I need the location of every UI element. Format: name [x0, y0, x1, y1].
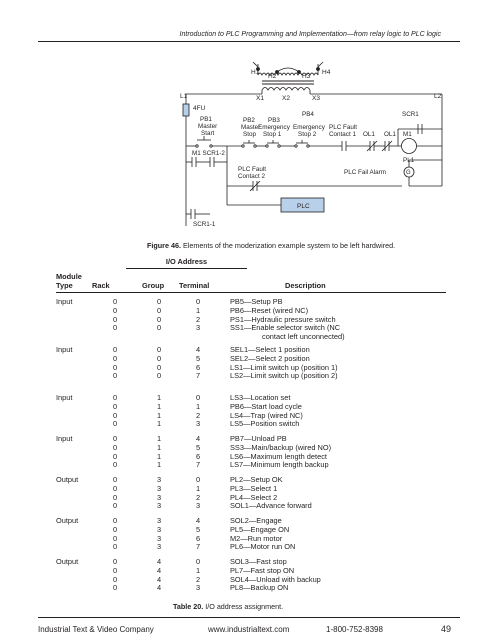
group-cell: 4: [157, 583, 162, 593]
description-cell: PL7—Fast stop ON: [230, 565, 295, 575]
group-cell: 1: [157, 401, 162, 411]
terminal-cell: 6: [196, 451, 201, 461]
label-scr1-1: SCR1-1: [193, 221, 216, 228]
rack-cell: 0: [113, 362, 118, 372]
label-seal-in: M1 SCR1-2: [192, 150, 225, 157]
rack-cell: 0: [113, 323, 118, 333]
description-cell: SEL1—Select 1 position: [230, 345, 310, 354]
group-cell: 3: [157, 516, 162, 525]
rack-cell: 0: [113, 565, 118, 575]
group-cell: 4: [157, 574, 162, 584]
terminal-cell: 3: [196, 501, 201, 511]
rack-cell: 0: [113, 475, 118, 484]
description-cell: SS3—Main/backup (wired NO): [230, 442, 332, 452]
group-cell: 1: [157, 451, 162, 461]
label-plc-fault2-1: PLC Fault: [238, 166, 266, 173]
label-scr1: SCR1: [402, 111, 419, 118]
label-plc-box: PLC: [297, 203, 310, 210]
label-plc-fail-alarm: PLC Fail Alarm: [344, 169, 386, 176]
rack-cell: 0: [113, 305, 118, 315]
terminal-cell: 7: [196, 371, 201, 381]
label-plc-fault-1: PLC Fault: [329, 124, 357, 131]
rack-cell: 0: [113, 345, 118, 354]
terminal-cell: 7: [196, 460, 201, 470]
module-type: Output: [56, 475, 79, 484]
label-plc-fault2-2: Contact 2: [238, 173, 265, 180]
terminal-cell: 1: [196, 401, 201, 411]
figure-caption: [147, 241, 395, 250]
label-h3: H3: [302, 73, 311, 80]
module-type: Output: [56, 516, 79, 525]
rack-cell: 0: [113, 314, 118, 324]
rack-cell: 0: [113, 419, 118, 429]
label-pb1-1: PB1: [200, 116, 212, 123]
transformer-secondary: [262, 88, 310, 91]
module-type: Output: [56, 557, 79, 566]
description-cell: SEL2—Select 2 position: [230, 353, 310, 363]
terminal-cell: 5: [196, 353, 201, 363]
label-plc-fault-2: Contact 1: [329, 131, 356, 138]
description-cell: SOL2—Engage: [230, 516, 282, 525]
group-cell: 0: [157, 297, 162, 306]
terminal-cell: 0: [196, 557, 201, 566]
label-ol1-b: OL1: [384, 131, 396, 138]
terminal-cell: 2: [196, 314, 201, 324]
label-x3: X3: [312, 95, 320, 102]
description-cell: SOL1—Advance forward: [230, 501, 312, 511]
table-row: [56, 502, 446, 511]
module-type: Input: [56, 297, 73, 306]
table-row: [56, 323, 446, 342]
group-cell: 0: [157, 371, 162, 381]
footer-publisher: Industrial Text & Video Company: [38, 625, 154, 634]
header-group: Group: [142, 280, 165, 290]
description-cell: PL2—Setup OK: [230, 475, 283, 484]
label-4fu: 4FU: [193, 105, 206, 112]
group-cell: 3: [157, 542, 162, 552]
rack-cell: 0: [113, 460, 118, 470]
rack-cell: 0: [113, 524, 118, 534]
description-cell: PB7—Unload PB: [230, 434, 287, 443]
description-cell: SS1—Enable selector switch (NC: [230, 323, 341, 333]
rack-cell: 0: [113, 516, 118, 525]
rack-cell: 0: [113, 434, 118, 443]
label-x1: X1: [256, 95, 264, 102]
group-cell: 4: [157, 565, 162, 575]
label-l1: L1: [180, 93, 188, 100]
terminal-cell: 0: [196, 297, 201, 306]
description-cell: LS7—Minimum length backup: [230, 460, 329, 470]
terminal-cell: 2: [196, 574, 201, 584]
table-row: [56, 420, 446, 429]
description-cell: SOL4—Unload with backup: [230, 574, 321, 584]
label-pb3-3: Stop 1: [263, 131, 282, 138]
footer-website: www.industrialtext.com: [208, 625, 290, 634]
rack-cell: 0: [113, 492, 118, 502]
label-ol1-a: OL1: [363, 131, 375, 138]
label-pb3-2: Emergency: [258, 124, 290, 131]
description-cell: LS4—Trap (wired NC): [230, 410, 303, 420]
module-type: Input: [56, 434, 73, 443]
table-caption-text: I/O address assignment.: [203, 602, 284, 611]
header-rack: Rack: [92, 280, 110, 290]
footer-rule: [38, 617, 460, 618]
label-pb2-1: PB2: [243, 117, 255, 124]
label-h2: H2: [268, 73, 277, 80]
group-cell: 0: [157, 314, 162, 324]
rack-cell: 0: [113, 401, 118, 411]
rack-cell: 0: [113, 371, 118, 381]
header-description: Description: [285, 280, 326, 290]
terminal-cell: 2: [196, 492, 201, 502]
rack-cell: 0: [113, 542, 118, 552]
terminal-cell: 6: [196, 533, 201, 543]
description-cell: PL6—Motor run ON: [230, 542, 296, 552]
group-cell: 1: [157, 434, 162, 443]
description-cell: SOL3—Fast stop: [230, 557, 287, 566]
rack-cell: 0: [113, 393, 118, 402]
label-pb2-3: Stop: [243, 131, 256, 138]
description-cell: LS2—Limit switch up (position 2): [230, 371, 338, 381]
group-cell: 3: [157, 475, 162, 484]
table-caption: [173, 602, 283, 611]
terminal-cell: 1: [196, 305, 201, 315]
fuse-4fu: [183, 104, 189, 116]
description-cell: PL3—Select 1: [230, 483, 278, 493]
rack-cell: 0: [113, 442, 118, 452]
transformer-primary: [253, 62, 323, 75]
table-title: I/O Address: [165, 257, 208, 266]
table-rule-title: [126, 268, 247, 269]
description-continuation: contact left unconnected): [262, 332, 345, 342]
rack-cell: 0: [113, 451, 118, 461]
rack-cell: 0: [113, 353, 118, 363]
module-type: Input: [56, 393, 73, 402]
terminal-cell: 2: [196, 410, 201, 420]
terminal-cell: 5: [196, 524, 201, 534]
terminal-cell: 1: [196, 483, 201, 493]
terminal-cell: 4: [196, 516, 201, 525]
terminal-cell: 6: [196, 362, 201, 372]
description-cell: PB5—Setup PB: [230, 297, 283, 306]
rack-cell: 0: [113, 483, 118, 493]
description-cell: PB6—Reset (wired NC): [230, 305, 309, 315]
terminal-cell: 0: [196, 475, 201, 484]
label-h1: H1: [251, 69, 260, 76]
label-pb4-3: Stop 2: [298, 131, 317, 138]
group-cell: 3: [157, 501, 162, 511]
label-pb1-3: Start: [201, 130, 215, 137]
group-cell: 4: [157, 557, 162, 566]
coil-m1: [402, 139, 417, 154]
group-cell: 1: [157, 419, 162, 429]
rack-cell: 0: [113, 533, 118, 543]
description-cell: PL4—Select 2: [230, 492, 278, 502]
label-pb4-2: Emergency: [293, 124, 325, 131]
label-m1: M1: [403, 131, 412, 138]
rack-cell: 0: [113, 297, 118, 306]
group-cell: 3: [157, 492, 162, 502]
rack-cell: 0: [113, 501, 118, 511]
running-header: Introduction to PLC Programming and Implementation—from relay logic to PLC logic: [179, 31, 441, 38]
rack-cell: 0: [113, 557, 118, 566]
terminal-cell: 3: [196, 323, 201, 333]
footer-phone: 1-800-752-8398: [326, 625, 383, 634]
description-cell: LS1—Limit switch up (position 1): [230, 362, 338, 372]
group-cell: 3: [157, 483, 162, 493]
group-cell: 3: [157, 524, 162, 534]
group-cell: 0: [157, 362, 162, 372]
header-terminal: Terminal: [179, 280, 210, 290]
description-cell: LS5—Position switch: [230, 419, 300, 429]
table-row: [56, 372, 446, 381]
description-cell: LS3—Location set: [230, 393, 291, 402]
description-cell: PS1—Hydraulic pressure switch: [230, 314, 336, 324]
terminal-cell: 5: [196, 442, 201, 452]
group-cell: 0: [157, 345, 162, 354]
group-cell: 1: [157, 442, 162, 452]
group-cell: 1: [157, 460, 162, 470]
table-row: [56, 461, 446, 470]
group-cell: 1: [157, 393, 162, 402]
figure-caption-text: Elements of the moderization example system to be left hardwired.: [180, 241, 396, 250]
group-cell: 0: [157, 353, 162, 363]
label-pb1-2: Master: [198, 123, 218, 130]
header-type: Module Type: [56, 272, 82, 290]
table-rule-header: [56, 292, 446, 293]
terminal-cell: 3: [196, 419, 201, 429]
terminal-cell: 4: [196, 434, 201, 443]
table-row: [56, 584, 446, 593]
group-cell: 0: [157, 305, 162, 315]
page-number: 49: [441, 624, 452, 634]
terminal-cell: 3: [196, 583, 201, 593]
label-x2: X2: [282, 95, 290, 102]
description-cell: PL8—Backup ON: [230, 583, 289, 593]
group-cell: 3: [157, 533, 162, 543]
terminal-cell: 0: [196, 393, 201, 402]
description-cell: PL5—Engage ON: [230, 524, 290, 534]
terminal-cell: 7: [196, 542, 201, 552]
label-h4: H4: [322, 69, 331, 76]
label-pl1-letter: G: [406, 170, 411, 176]
label-pl1: PL1: [403, 157, 415, 164]
table-number: Table 20.: [173, 602, 204, 611]
group-cell: 0: [157, 323, 162, 333]
description-cell: PB6—Start load cycle: [230, 401, 302, 411]
rack-cell: 0: [113, 583, 118, 593]
group-cell: 1: [157, 410, 162, 420]
label-pb2-2: Master: [241, 124, 261, 131]
module-type: Input: [56, 345, 73, 354]
rack-cell: 0: [113, 410, 118, 420]
rack-cell: 0: [113, 574, 118, 584]
label-pb4-1: PB4: [302, 111, 314, 118]
terminal-cell: 1: [196, 565, 201, 575]
description-cell: M2—Run motor: [230, 533, 283, 543]
ladder-diagram: [0, 0, 495, 260]
terminal-cell: 4: [196, 345, 201, 354]
label-pb3-1: PB3: [268, 117, 280, 124]
figure-number: Figure 46.: [147, 241, 181, 250]
label-l2: L2: [434, 93, 442, 100]
table-row: [56, 543, 446, 552]
description-cell: LS6—Maximum length detect: [230, 451, 327, 461]
